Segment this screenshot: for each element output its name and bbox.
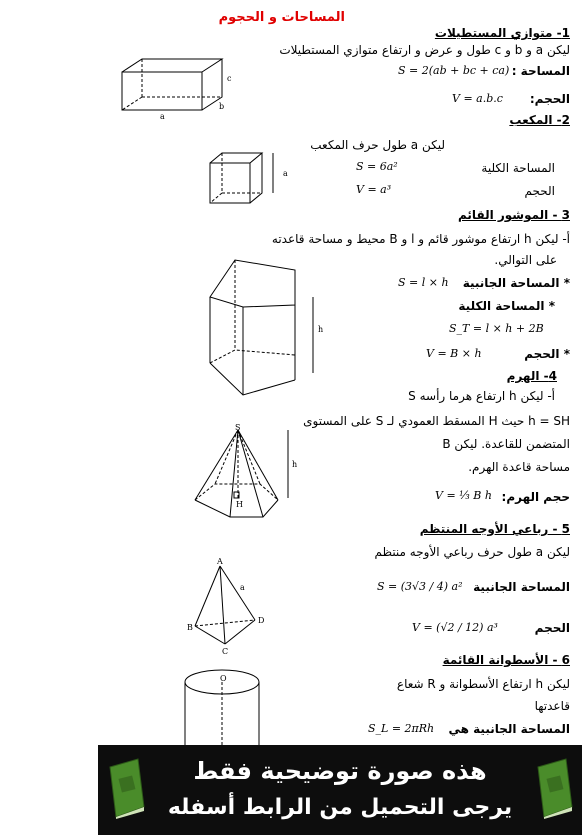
cube-front-face <box>210 163 250 203</box>
section-6-heading: 6 - الأسطوانة القائمة <box>442 653 570 667</box>
prism-figure <box>205 255 330 400</box>
pyramid-figure <box>190 424 305 524</box>
pyramid-label-h: h <box>292 460 298 469</box>
section-2-area-formula: S = 6a² <box>356 160 398 173</box>
cube-top-edges <box>210 153 262 163</box>
section-1-volume-label: الحجم: <box>529 92 570 106</box>
cuboid-label-b: b <box>219 102 225 111</box>
tetra-label-A: A <box>217 557 223 566</box>
banner-line-2: يرجى التحميل من الرابط أسفله <box>167 795 513 820</box>
cube-label-a: a <box>283 169 288 178</box>
cuboid-label-a: a <box>160 112 165 121</box>
section-1-area-formula: S = 2(ab + bc + ca) <box>398 64 510 77</box>
section-2-volume-label: الحجم <box>524 184 555 198</box>
section-2-intro: ليكن a طول حرف المكعب <box>310 138 445 152</box>
section-5-volume-formula: V = (√2 / 12) a³ <box>412 621 498 634</box>
section-6-lateral-formula: S_L = 2πRh <box>368 722 435 735</box>
section-3-intro-2: على التوالي. <box>494 253 557 267</box>
section-5-lateral-label: المساحة الجانبية <box>473 580 570 594</box>
section-2-heading: 2- المكعب <box>509 113 570 127</box>
cube-figure <box>205 148 300 210</box>
section-5-volume-label: الحجم <box>534 621 570 635</box>
section-4-intro-4: مساحة قاعدة الهرم. <box>468 460 570 474</box>
cylinder-figure <box>180 664 270 754</box>
tetrahedron-figure <box>185 556 275 656</box>
section-4-intro-1: أ- ليكن h ارتفاع هرما رأسه S <box>408 389 555 403</box>
section-1-volume-formula: V = a.b.c <box>452 92 503 105</box>
section-1-area-label: المساحة : <box>511 64 570 78</box>
cuboid-figure <box>115 55 235 125</box>
cube-side-edges <box>250 153 262 203</box>
section-6-intro-2: قاعدتها <box>534 699 570 713</box>
section-5-lateral-formula: S = (3√3 / 4) a² <box>377 580 463 593</box>
prism-label-h: h <box>318 325 324 334</box>
section-3-volume-formula: V = B × h <box>426 347 482 360</box>
cuboid-hidden-edge <box>122 97 142 110</box>
cuboid-label-c: c <box>227 74 232 83</box>
section-3-intro-1: أ- ليكن h ارتفاع موشور قائم و l و B محيط و مساحة قاعدته <box>271 232 570 246</box>
section-2-volume-formula: V = a³ <box>356 183 392 196</box>
section-3-volume-label: * الحجم <box>524 347 570 361</box>
section-4-volume-label: حجم الهرم: <box>501 490 570 504</box>
section-4-intro-2: h = SH حيث H المسقط العمودي لـ S على المستوى <box>303 414 570 428</box>
banner-line-1: هذه صورة توضيحية فقط <box>193 757 487 785</box>
section-4-heading: 4- الهرم <box>506 369 557 383</box>
section-5-heading: 5 - رباعي الأوجه المنتظم <box>419 522 570 536</box>
tetra-label-B: B <box>187 623 193 632</box>
pyramid-label-H: H <box>236 500 243 509</box>
watermark-banner <box>98 745 582 835</box>
section-3-lateral-formula: S = l × h <box>398 276 449 289</box>
prism-top-face <box>210 260 295 307</box>
tetra-label-D: D <box>258 616 265 625</box>
section-3-total-formula: S_T = l × h + 2B <box>449 322 544 335</box>
section-2-area-label: المساحة الكلية <box>481 161 555 175</box>
cuboid-top-edges <box>122 59 222 72</box>
section-3-heading: 3 - الموشور القائم <box>458 208 570 222</box>
section-3-total-label: * المساحة الكلية <box>458 299 555 313</box>
section-3-lateral-label: * المساحة الجانبية <box>462 276 570 290</box>
tetra-label-a: a <box>240 583 245 592</box>
pyramid-label-S: S <box>235 423 241 432</box>
tetra-label-C: C <box>222 647 229 656</box>
section-6-intro-1: ليكن h ارتفاع الأسطوانة و R شعاع <box>396 677 570 691</box>
section-4-volume-formula: V = ⅓ B h <box>435 489 492 502</box>
cylinder-label-O: O <box>220 674 227 683</box>
page-title: المساحات و الحجوم <box>218 10 345 25</box>
section-4-intro-3: المتضمن للقاعدة. ليكن B <box>442 437 570 451</box>
cuboid-front-face <box>122 72 202 110</box>
section-1-intro: ليكن a و b و c طول و عرض و ارتفاع متوازي المستطيلات <box>279 43 570 57</box>
section-6-lateral-label: المساحة الجانبية هي <box>448 722 570 736</box>
section-5-intro: ليكن a طول حرف رباعي الأوجه منتظم <box>374 545 570 559</box>
section-1-heading: 1- متوازي المستطيلات <box>434 26 570 40</box>
